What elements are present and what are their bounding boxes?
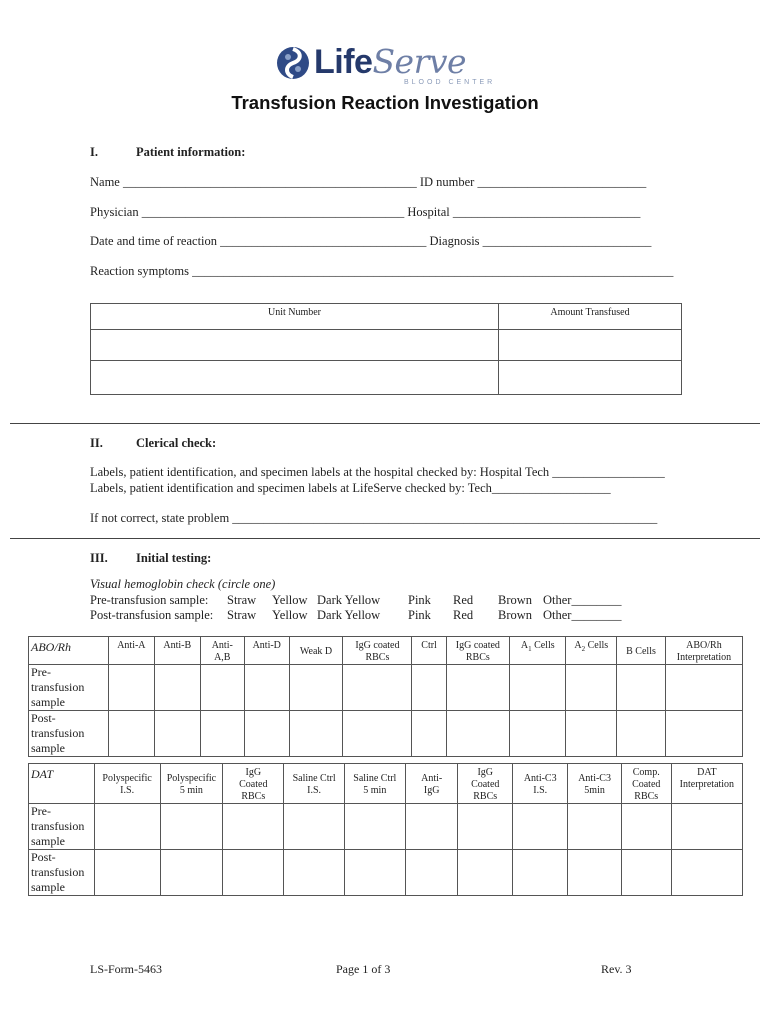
section-1-title: Patient information: — [136, 145, 246, 159]
abo-result-cell[interactable] — [566, 711, 617, 757]
abo-result-cell[interactable] — [446, 711, 509, 757]
dat-header-9: Anti-C3 5min — [568, 764, 621, 804]
row-label-text: Pre- transfusion sample — [31, 804, 85, 848]
dat-result-cell[interactable] — [223, 804, 284, 850]
abo-result-cell[interactable] — [200, 711, 244, 757]
abo-header-1: Anti-A — [108, 637, 154, 665]
dat-header-2: Polyspecific 5 min — [160, 764, 222, 804]
section-3-title: Initial testing: — [136, 551, 212, 565]
pre-option-brown[interactable]: Brown — [498, 593, 533, 607]
logo-subtitle: BLOOD CENTER — [404, 79, 496, 86]
pre-option-dark-yellow[interactable]: Dark Yellow — [317, 593, 381, 607]
problem-statement-line[interactable]: If not correct, state problem ____________________________________________________________________ — [90, 511, 658, 525]
post-option-other[interactable]: Other________ — [543, 608, 622, 622]
abo-rh-table — [28, 636, 743, 757]
post-option-brown[interactable]: Brown — [498, 608, 533, 622]
abo-header-9: $A_1$ Cells — [510, 637, 566, 665]
abo-result-cell[interactable] — [566, 665, 617, 711]
abo-header-3: Anti- A,B — [200, 637, 244, 665]
name-id-field-line[interactable]: Name _______________________________________________ ID number ___________________________ — [90, 175, 647, 189]
abo-header-4: Anti-D — [244, 637, 289, 665]
abo-result-cell[interactable] — [289, 665, 343, 711]
abo-result-cell[interactable] — [154, 665, 200, 711]
dat-result-cell[interactable] — [405, 850, 457, 896]
dat-header-4: Saline Ctrl I.S. — [284, 764, 344, 804]
unit-table — [90, 303, 682, 395]
dat-result-cell[interactable] — [223, 850, 284, 896]
abo-header-6: IgG coated RBCs — [343, 637, 412, 665]
pre-option-red[interactable]: Red — [453, 593, 474, 607]
date-diagnosis-field-line[interactable]: Date and time of reaction _________________________________ Diagnosis ___________________________ — [90, 234, 652, 248]
pre-transfusion-sample-label: Pre-transfusion sample: — [90, 593, 209, 607]
dat-header-3: IgG Coated RBCs — [223, 764, 284, 804]
abo-result-cell[interactable] — [108, 711, 154, 757]
dat-result-cell[interactable] — [458, 850, 513, 896]
dat-result-cell[interactable] — [344, 804, 405, 850]
amount-transfused-header: Amount Transfused — [499, 304, 682, 330]
dat-row-label-pre — [29, 804, 95, 850]
dat-result-cell[interactable] — [160, 850, 222, 896]
dat-corner-label: DAT — [29, 764, 95, 804]
pre-option-straw[interactable]: Straw — [227, 593, 257, 607]
dat-result-cell[interactable] — [94, 850, 160, 896]
dat-result-cell[interactable] — [513, 804, 568, 850]
post-option-red[interactable]: Red — [453, 608, 474, 622]
abo-result-cell[interactable] — [244, 711, 289, 757]
section-2-number: II. — [90, 436, 103, 450]
dat-result-cell[interactable] — [160, 804, 222, 850]
abo-row-label-pre — [29, 665, 109, 711]
post-option-straw[interactable]: Straw — [227, 608, 257, 622]
dat-header-5: Saline Ctrl 5 min — [344, 764, 405, 804]
row-label-text: Post- transfusion sample — [31, 850, 85, 894]
dat-result-cell[interactable] — [621, 804, 671, 850]
dat-header-7: IgG Coated RBCs — [458, 764, 513, 804]
abo-header-5: Weak D — [289, 637, 343, 665]
abo-result-cell[interactable] — [244, 665, 289, 711]
page-number: Page 1 of 3 — [336, 962, 391, 976]
hospital-tech-check-line[interactable]: Labels, patient identification, and specimen labels at the hospital checked by: Hospital Tech __________________ — [90, 465, 665, 479]
dat-result-cell[interactable] — [344, 850, 405, 896]
dat-header-1: Polyspecific I.S. — [94, 764, 160, 804]
section-3-number: III. — [90, 551, 108, 565]
abo-header-2: Anti-B — [154, 637, 200, 665]
abo-result-cell[interactable] — [446, 665, 509, 711]
post-option-yellow[interactable]: Yellow — [272, 608, 308, 622]
abo-result-cell[interactable] — [665, 711, 742, 757]
dat-header-10: Comp. Coated RBCs — [621, 764, 671, 804]
abo-result-cell[interactable] — [617, 665, 666, 711]
dat-result-cell[interactable] — [671, 850, 742, 896]
dat-row-label-post — [29, 850, 95, 896]
pre-option-other[interactable]: Other________ — [543, 593, 622, 607]
unit-number-cell[interactable] — [91, 361, 499, 395]
abo-header-10: $A_2$ Cells — [566, 637, 617, 665]
section-1-number: I. — [90, 145, 98, 159]
dat-result-cell[interactable] — [568, 804, 621, 850]
abo-result-cell[interactable] — [665, 665, 742, 711]
revision-number: Rev. 3 — [601, 962, 632, 976]
section-divider — [10, 423, 760, 424]
amount-transfused-cell[interactable] — [499, 361, 682, 395]
abo-result-cell[interactable] — [200, 665, 244, 711]
abo-result-cell[interactable] — [617, 711, 666, 757]
section-divider — [10, 538, 760, 539]
dat-result-cell[interactable] — [284, 804, 344, 850]
form-number: LS-Form-5463 — [90, 962, 162, 976]
row-label-text: Pre- transfusion sample — [31, 665, 85, 709]
dat-result-cell[interactable] — [405, 804, 457, 850]
post-option-pink[interactable]: Pink — [408, 608, 431, 622]
abo-result-cell[interactable] — [154, 711, 200, 757]
dat-result-cell[interactable] — [94, 804, 160, 850]
abo-result-cell[interactable] — [510, 665, 566, 711]
abo-row-label-post — [29, 711, 109, 757]
logo-wordmark: LifeServe — [314, 42, 467, 81]
abo-result-cell[interactable] — [412, 711, 446, 757]
dat-header-6: Anti- IgG — [405, 764, 457, 804]
abo-result-cell[interactable] — [412, 665, 446, 711]
abo-header-12: ABO/Rh Interpretation — [665, 637, 742, 665]
reaction-symptoms-field-line[interactable]: Reaction symptoms _____________________________________________________________________________ — [90, 264, 674, 278]
dat-table — [28, 763, 743, 896]
section-2-title: Clerical check: — [136, 436, 217, 450]
abo-result-cell[interactable] — [108, 665, 154, 711]
abo-result-cell[interactable] — [289, 711, 343, 757]
unit-number-header: Unit Number — [91, 304, 499, 330]
abo-header-8: IgG coated RBCs — [446, 637, 509, 665]
abo-header-11: B Cells — [617, 637, 666, 665]
dat-header-8: Anti-C3 I.S. — [513, 764, 568, 804]
lifeserve-swirl-icon — [276, 46, 310, 80]
pre-option-yellow[interactable]: Yellow — [272, 593, 308, 607]
visual-hemoglobin-label: Visual hemoglobin check (circle one) — [90, 577, 276, 591]
dat-result-cell[interactable] — [458, 804, 513, 850]
unit-number-cell[interactable] — [91, 330, 499, 361]
dat-result-cell[interactable] — [284, 850, 344, 896]
post-transfusion-sample-label: Post-transfusion sample: — [90, 608, 214, 622]
physician-hospital-field-line[interactable]: Physician __________________________________________ Hospital ______________________________ — [90, 205, 641, 219]
row-label-text: Post- transfusion sample — [31, 711, 85, 755]
dat-header-11: DAT Interpretation — [671, 764, 742, 804]
amount-transfused-cell[interactable] — [499, 330, 682, 361]
dat-result-cell[interactable] — [671, 804, 742, 850]
pre-option-pink[interactable]: Pink — [408, 593, 431, 607]
abo-result-cell[interactable] — [343, 711, 412, 757]
lifeserve-logo — [276, 42, 506, 92]
lifeserve-tech-check-line[interactable]: Labels, patient identification and specimen labels at LifeServe checked by: Tech___________________ — [90, 481, 611, 495]
abo-rh-corner-label: ABO/Rh — [29, 637, 109, 665]
abo-header-7: Ctrl — [412, 637, 446, 665]
post-option-dark-yellow[interactable]: Dark Yellow — [317, 608, 381, 622]
abo-result-cell[interactable] — [343, 665, 412, 711]
dat-result-cell[interactable] — [513, 850, 568, 896]
dat-result-cell[interactable] — [621, 850, 671, 896]
abo-result-cell[interactable] — [510, 711, 566, 757]
dat-result-cell[interactable] — [568, 850, 621, 896]
page-title: Transfusion Reaction Investigation — [231, 92, 539, 113]
